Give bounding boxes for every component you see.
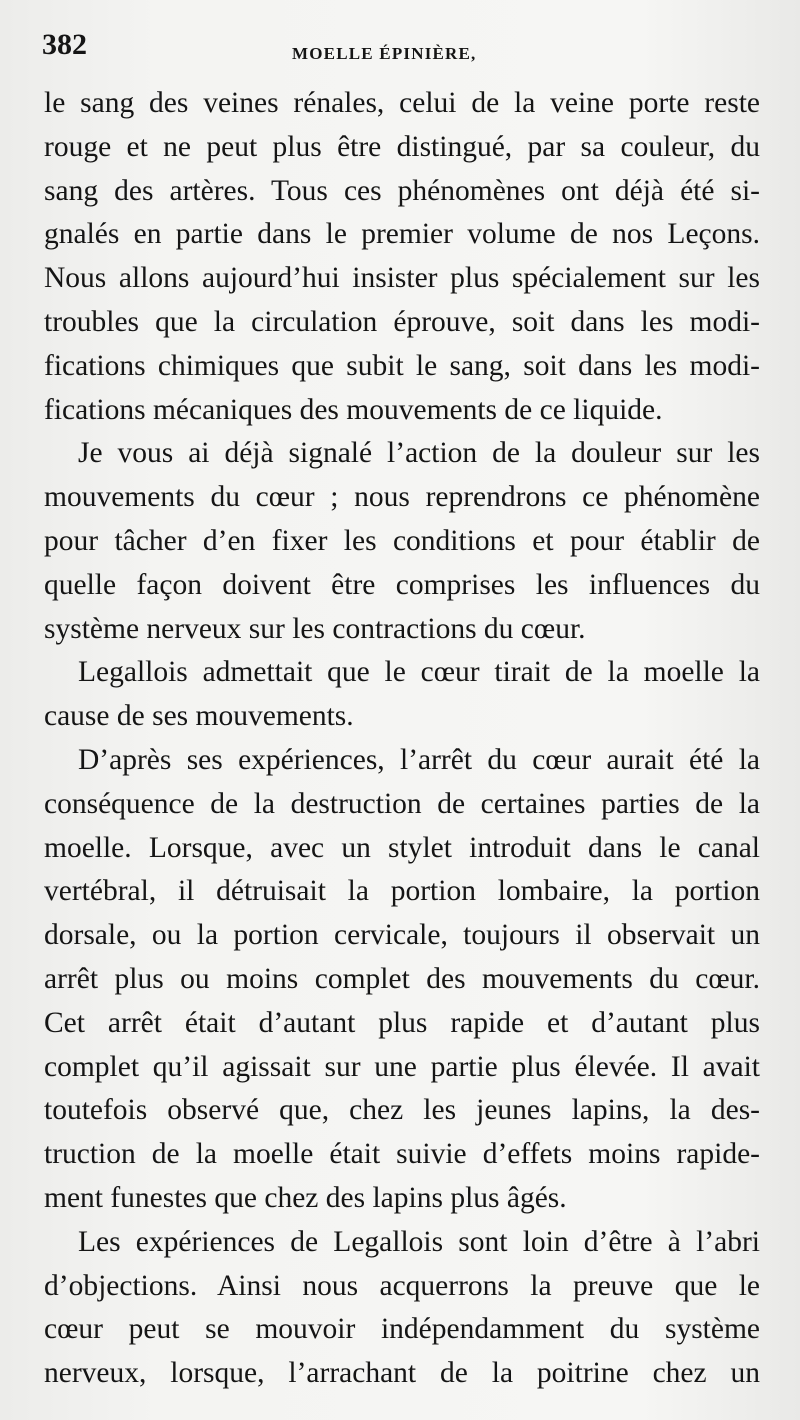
- text-line: Les expériences de Legallois sont loin d’être à l’abri: [78, 1225, 760, 1258]
- page-number: 382: [42, 28, 87, 61]
- text-line: pour tâcher d’en fixer les conditions et pour établir de: [44, 524, 760, 557]
- text-line: mouvements du cœur ; nous reprendrons ce phénomène: [44, 481, 760, 514]
- text-line: ment funestes que chez des lapins plus âgés.: [44, 1181, 567, 1214]
- text-line: le sang des veines rénales, celui de la veine porte reste: [44, 87, 760, 119]
- text-line: fications mécaniques des mouvements de ce liquide.: [44, 393, 663, 426]
- text-line: toutefois observé que, chez les jeunes lapins, la des-: [44, 1094, 760, 1127]
- text-line: arrêt plus ou moins complet des mouvements du cœur.: [44, 962, 760, 995]
- text-line: moelle. Lorsque, avec un stylet introduit dans le canal: [44, 831, 760, 864]
- text-line: cœur peut se mouvoir indépendamment du système: [44, 1313, 760, 1346]
- text-line: fications chimiques que subit le sang, soit dans les modi-: [44, 349, 760, 382]
- text-line: sang des artères. Tous ces phénomènes ont déjà été si-: [44, 174, 760, 207]
- text-line: complet qu’il agissait sur une partie plus élevée. Il avait: [44, 1050, 760, 1083]
- text-line: D’après ses expériences, l’arrêt du cœur aurait été la: [78, 743, 760, 776]
- text-line: Nous allons aujourd’hui insister plus spécialement sur les: [44, 262, 760, 295]
- text-line: conséquence de la destruction de certaines parties de la: [44, 787, 760, 820]
- text-line: quelle façon doivent être comprises les influences du: [44, 568, 760, 601]
- text-line: vertébral, il détruisait la portion lombaire, la portion: [44, 875, 760, 908]
- body-text: [44, 82, 760, 1396]
- text-line: cause de ses mouvements.: [44, 700, 354, 733]
- text-line: système nerveux sur les contractions du cœur.: [44, 612, 586, 645]
- text-line: dorsale, ou la portion cervicale, toujours il observait un: [44, 919, 760, 952]
- text-line: d’objections. Ainsi nous acquerrons la preuve que le: [44, 1269, 760, 1302]
- text-line: Cet arrêt était d’autant plus rapide et d’autant plus: [44, 1006, 760, 1039]
- text-line: Je vous ai déjà signalé l’action de la douleur sur les: [78, 437, 760, 470]
- text-line: gnalés en partie dans le premier volume de nos Leçons.: [44, 218, 760, 251]
- text-line: rouge et ne peut plus être distingué, par sa couleur, du: [44, 130, 760, 163]
- text-line: troubles que la circulation éprouve, soit dans les modi-: [44, 305, 760, 338]
- running-title: MOELLE ÉPINIÈRE,: [292, 44, 477, 63]
- text-line: truction de la moelle était suivie d’effets moins rapide-: [44, 1138, 760, 1171]
- text-line: nerveux, lorsque, l’arrachant de la poitrine chez un: [44, 1357, 760, 1390]
- text-line: Legallois admettait que le cœur tirait de la moelle la: [78, 656, 760, 689]
